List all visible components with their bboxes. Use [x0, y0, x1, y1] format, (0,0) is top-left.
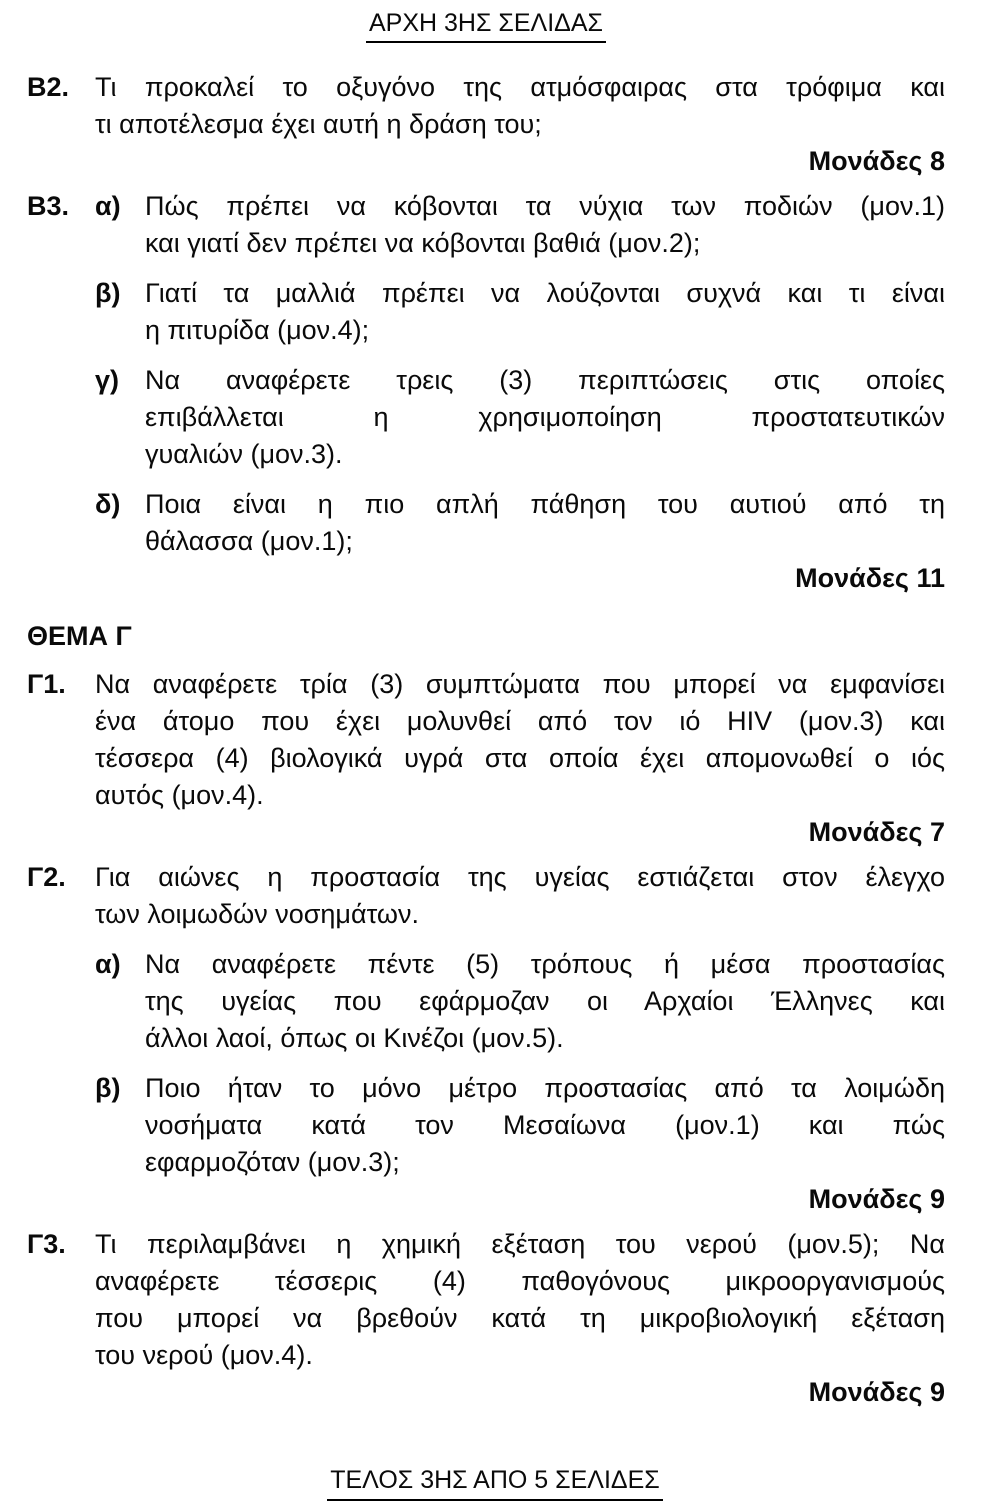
- question-label: Β2.: [27, 72, 70, 102]
- sub-question-label: α): [95, 949, 121, 979]
- question-line: που μπορεί να βρεθούν κατά τη μικροβιολογική εξέταση: [95, 1303, 945, 1333]
- question-item: [27, 1226, 945, 1374]
- sub-question-label: γ): [95, 365, 120, 395]
- question-line: Ποια είναι η πιο απλή πάθηση του αυτιού από τη: [145, 489, 945, 519]
- question-label: Γ3.: [27, 1229, 66, 1259]
- sub-question-body: [145, 1070, 945, 1181]
- question-line: επιβάλλεται η χρησιμοποίηση προστατευτικών: [145, 402, 945, 432]
- marks-line: Μονάδες 9: [808, 1184, 945, 1214]
- question-line: και γιατί δεν πρέπει να κόβονται βαθιά (μον.2);: [145, 228, 701, 258]
- question-line: η πιτυρίδα (μον.4);: [145, 315, 370, 345]
- question-line: Για αιώνες η προστασία της υγείας εστιάζεται στον έλεγχο: [95, 862, 945, 892]
- question-line: άλλοι λαοί, όπως οι Κινέζοι (μον.5).: [145, 1023, 564, 1053]
- question-line: θάλασσα (μον.1);: [145, 526, 353, 556]
- question-line: ένα άτομο που έχει μολυνθεί από τον ιό HIV (μον.3) και: [95, 706, 945, 736]
- marks-line: Μονάδες 7: [808, 817, 945, 847]
- section-heading: ΘΕΜΑ Γ: [27, 621, 132, 651]
- sub-question: [95, 486, 945, 560]
- question-line: τέσσερα (4) βιολογικά υγρά στα οποία έχει απομονωθεί ο ιός: [95, 743, 945, 773]
- sub-question-label: δ): [95, 489, 121, 519]
- question-line: γυαλιών (μον.3).: [145, 439, 343, 469]
- question-item: [27, 188, 945, 560]
- question-body: [95, 1226, 945, 1374]
- question-item: [27, 666, 945, 814]
- page-header-text: ΑΡΧΗ 3ΗΣ ΣΕΛΙΔΑΣ: [366, 6, 606, 43]
- exam-body: [27, 69, 945, 1411]
- question-line: Να αναφέρετε τρεις (3) περιπτώσεις στις οποίες: [145, 365, 945, 395]
- page-header: [27, 6, 945, 43]
- sub-question: [95, 275, 945, 349]
- question-item: [27, 859, 945, 1181]
- sub-question: [95, 188, 945, 262]
- question-line: της υγείας που εφάρμοζαν οι Αρχαίοι Έλληνες και: [145, 986, 945, 1016]
- sub-question-body: [145, 946, 945, 1057]
- question-label: Β3.: [27, 191, 70, 221]
- sub-question: [95, 362, 945, 473]
- question-line: του νερού (μον.4).: [95, 1340, 313, 1370]
- question-label: Γ2.: [27, 862, 66, 892]
- page-footer: [0, 1463, 990, 1501]
- sub-question: [95, 1070, 945, 1181]
- sub-question-body: [145, 362, 945, 473]
- question-line: νοσήματα κατά τον Μεσαίωνα (μον.1) και πώς: [145, 1110, 945, 1140]
- sub-question-label: α): [95, 191, 121, 221]
- question-line: Τι περιλαμβάνει η χημική εξέταση του νερού (μον.5); Να: [95, 1229, 945, 1259]
- question-line: Να αναφέρετε τρία (3) συμπτώματα που μπορεί να εμφανίσει: [95, 669, 945, 699]
- question-body: [95, 666, 945, 814]
- question-body: [95, 188, 945, 560]
- sub-question-label: β): [95, 278, 121, 308]
- question-line: Γιατί τα μαλλιά πρέπει να λούζονται συχνά και τι είναι: [145, 278, 945, 308]
- sub-question-label: β): [95, 1073, 121, 1103]
- question-label: Γ1.: [27, 669, 66, 699]
- question-line: αυτός (μον.4).: [95, 780, 264, 810]
- question-body: [95, 69, 945, 143]
- question-item: [27, 69, 945, 143]
- question-line: Πώς πρέπει να κόβονται τα νύχια των ποδιών (μον.1): [145, 191, 945, 221]
- question-line: Να αναφέρετε πέντε (5) τρόπους ή μέσα προστασίας: [145, 949, 945, 979]
- marks-line: Μονάδες 11: [795, 563, 945, 593]
- page-footer-text: ΤΕΛΟΣ 3ΗΣ ΑΠΟ 5 ΣΕΛΙΔΕΣ: [327, 1463, 663, 1501]
- question-line: αναφέρετε τέσσερις (4) παθογόνους μικροοργανισμούς: [95, 1266, 945, 1296]
- sub-question: [95, 946, 945, 1057]
- sub-question-body: [145, 188, 945, 262]
- question-line: Τι προκαλεί το οξυγόνο της ατμόσφαιρας στα τρόφιμα και: [95, 72, 945, 102]
- question-line: Ποιο ήταν το μόνο μέτρο προστασίας από τα λοιμώδη: [145, 1073, 945, 1103]
- sub-question-body: [145, 486, 945, 560]
- question-line: τι αποτέλεσμα έχει αυτή η δράση του;: [95, 109, 542, 139]
- question-line: των λοιμωδών νοσημάτων.: [95, 899, 419, 929]
- sub-question-body: [145, 275, 945, 349]
- marks-line: Μονάδες 8: [808, 146, 945, 176]
- question-line: εφαρμοζόταν (μον.3);: [145, 1147, 400, 1177]
- question-body: [95, 859, 945, 1181]
- marks-line: Μονάδες 9: [808, 1377, 945, 1407]
